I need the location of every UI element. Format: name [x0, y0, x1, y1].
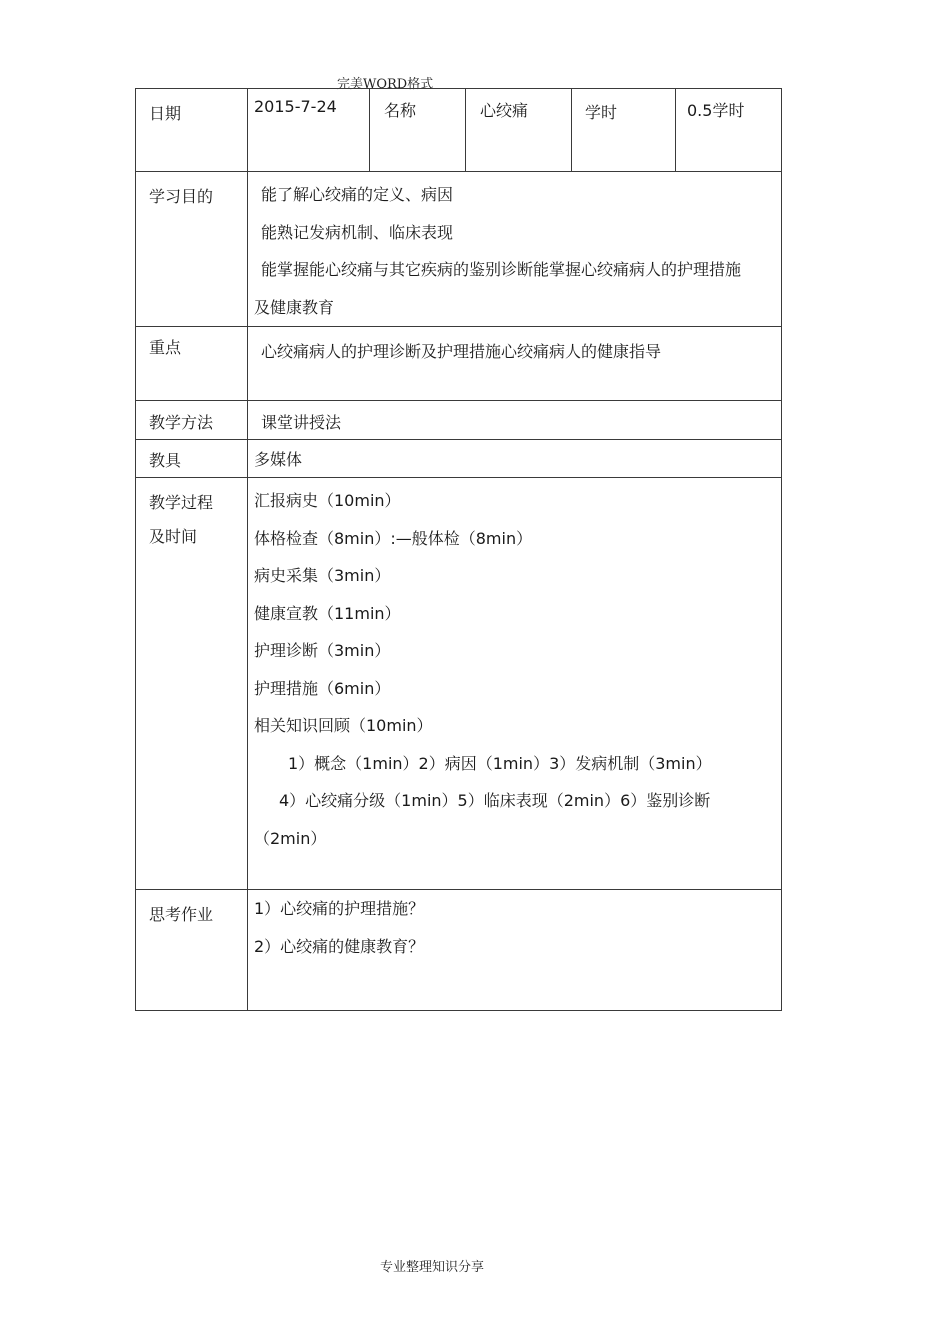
process-subline: （2min）: [254, 828, 327, 848]
date-value-cell: [248, 89, 370, 172]
hours-value-cell: [676, 89, 782, 172]
hours-value: 0.5学时: [687, 101, 745, 120]
objectives-row: [136, 172, 782, 327]
method-label: 教学方法: [136, 401, 248, 440]
tools-row: [136, 440, 782, 478]
method-content: [248, 401, 782, 440]
focus-label: 重点: [136, 327, 248, 401]
process-label-line1: 教学过程: [149, 493, 214, 512]
homework-label: 思考作业: [136, 890, 248, 1011]
process-line: 护理诊断（3min）: [254, 641, 391, 660]
objective-line: 能了解心绞痛的定义、病因: [261, 185, 454, 204]
name-label-cell: [370, 89, 466, 172]
process-line: 相关知识回顾（10min）: [254, 716, 433, 735]
objective-line: 及健康教育: [254, 297, 335, 317]
focus-row: [136, 327, 782, 401]
objectives-label: 学习目的: [136, 172, 248, 327]
homework-line: 2）心绞痛的健康教育？: [254, 936, 425, 956]
process-line: 健康宣教（11min）: [254, 603, 401, 623]
homework-content: [248, 890, 782, 1011]
process-row: [136, 478, 782, 890]
homework-line: 1）心绞痛的护理措施？: [254, 899, 425, 918]
lesson-plan-table: [135, 88, 782, 1011]
process-line: 体格检查（8min）:—般体检（8min）: [254, 528, 533, 548]
process-line: 汇报病史（10min）: [254, 491, 401, 510]
method-row: [136, 401, 782, 440]
process-label-line2: 及时间: [149, 527, 198, 546]
objective-line: 能掌握能心绞痛与其它疾病的鉴别诊断能掌握心绞痛病人的护理措施: [261, 260, 742, 279]
page-header: 完美WORD格式: [337, 77, 434, 92]
date-value: 2015-7-24: [254, 97, 337, 116]
tools-text: 多媒体: [254, 450, 303, 469]
name-value-cell: [466, 89, 572, 172]
info-row: [136, 89, 782, 172]
page-footer: 专业整理知识分享: [380, 1260, 485, 1275]
process-label-cell: [136, 478, 248, 890]
hours-label-cell: [572, 89, 676, 172]
objective-line: 能熟记发病机制、临床表现: [261, 222, 454, 242]
tools-content: [248, 440, 782, 478]
objectives-content: [248, 172, 782, 327]
method-text: 课堂讲授法: [261, 413, 342, 432]
date-label: 日期: [136, 89, 248, 172]
process-content: [248, 478, 782, 890]
process-line: 病史采集（3min）: [254, 566, 391, 585]
homework-row: [136, 890, 782, 1011]
hours-label: 学时: [585, 103, 618, 122]
tools-label: 教具: [136, 440, 248, 478]
focus-content: [248, 327, 782, 401]
process-subline: 1）概念（1min）2）病因（1min）3）发病机制（3min）: [288, 753, 712, 773]
name-label: 名称: [384, 101, 417, 120]
process-line: 护理措施（6min）: [254, 678, 391, 698]
name-value: 心绞痛: [480, 101, 529, 120]
focus-text: 心绞痛病人的护理诊断及护理措施心绞痛病人的健康指导: [261, 342, 662, 361]
process-subline: 4）心绞痛分级（1min）5）临床表现（2min）6）鉴别诊断: [279, 791, 711, 810]
